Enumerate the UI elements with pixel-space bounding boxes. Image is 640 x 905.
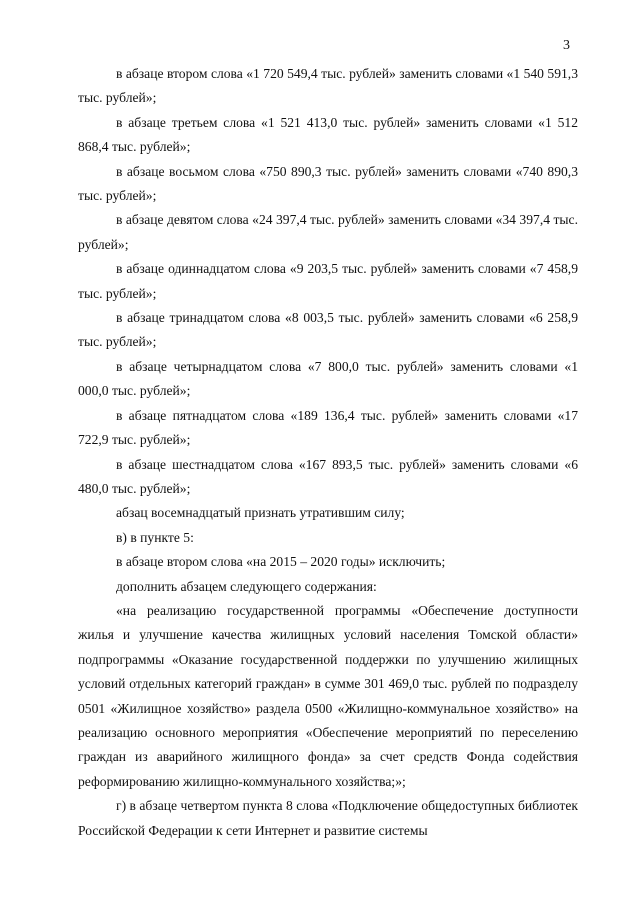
paragraph-abzac-15: в абзаце пятнадцатом слова «189 136,4 тыс. рублей» заменить словами «17 722,9 тыс. рублей»; xyxy=(78,407,578,448)
document-body xyxy=(78,62,578,843)
paragraph-abzac-14: в абзаце четырнадцатом слова «7 800,0 тыс. рублей» заменить словами «1 000,0 тыс. рублей»; xyxy=(78,358,578,399)
paragraph-abzac-2: в абзаце втором слова «1 720 549,4 тыс. рублей» заменить словами «1 540 591,3 тыс. рублей»; xyxy=(78,66,578,106)
paragraph-abzac-3: в абзаце третьем слова «1 521 413,0 тыс. рублей» заменить словами «1 512 868,4 тыс. рублей»; xyxy=(78,114,578,155)
paragraph-punkt-5: в) в пункте 5: xyxy=(116,529,194,545)
paragraph-punkt-5-abzac-2: в абзаце втором слова «на 2015 – 2020 годы» исключить; xyxy=(116,554,446,570)
paragraph-abzac-18-void: абзац восемнадцатый признать утратившим силу; xyxy=(116,505,405,521)
paragraph-abzac-16: в абзаце шестнадцатом слова «167 893,5 тыс. рублей» заменить словами «6 480,0 тыс. рублей»; xyxy=(78,456,578,496)
paragraph-add-abzac: дополнить абзацем следующего содержания: xyxy=(116,578,377,594)
paragraph-abzac-11: в абзаце одиннадцатом слова «9 203,5 тыс. рублей» заменить словами «7 458,9 тыс. рублей»; xyxy=(78,261,578,301)
paragraph-punkt-8: г) в абзаце четвертом пункта 8 слова «Подключение общедоступных библиотек Российской Федерации к сети Интернет и развитие системы xyxy=(78,798,578,838)
paragraph-abzac-13: в абзаце тринадцатом слова «8 003,5 тыс. рублей» заменить словами «6 258,9 тыс. рублей»; xyxy=(78,310,578,350)
paragraph-abzac-8: в абзаце восьмом слова «750 890,3 тыс. рублей» заменить словами «740 890,3 тыс. рублей»; xyxy=(78,163,578,204)
paragraph-abzac-9: в абзаце девятом слова «24 397,4 тыс. рублей» заменить словами «34 397,4 тыс. рублей»; xyxy=(78,212,578,252)
paragraph-new-abzac-text: «на реализацию государственной программы «Обеспечение доступности жилья и улучшение качества жилищных условий населения Томской области» подпрограммы «Оказание государственной поддержки по улучшению жилищных условий отдельных категорий граждан» в сумме 301 469,0 тыс. рублей по подразделу 0501 «Жилищное хозяйство» раздела 0500 «Жилищно-коммунальное хозяйство» на реализацию основного мероприятия «Обеспечение мероприятий по переселению граждан из аварийного жилищного фонда» за счет средств Фонда содействия реформированию жилищно-коммунального хозяйства;»; xyxy=(78,602,578,789)
page-number: 3 xyxy=(563,38,570,53)
